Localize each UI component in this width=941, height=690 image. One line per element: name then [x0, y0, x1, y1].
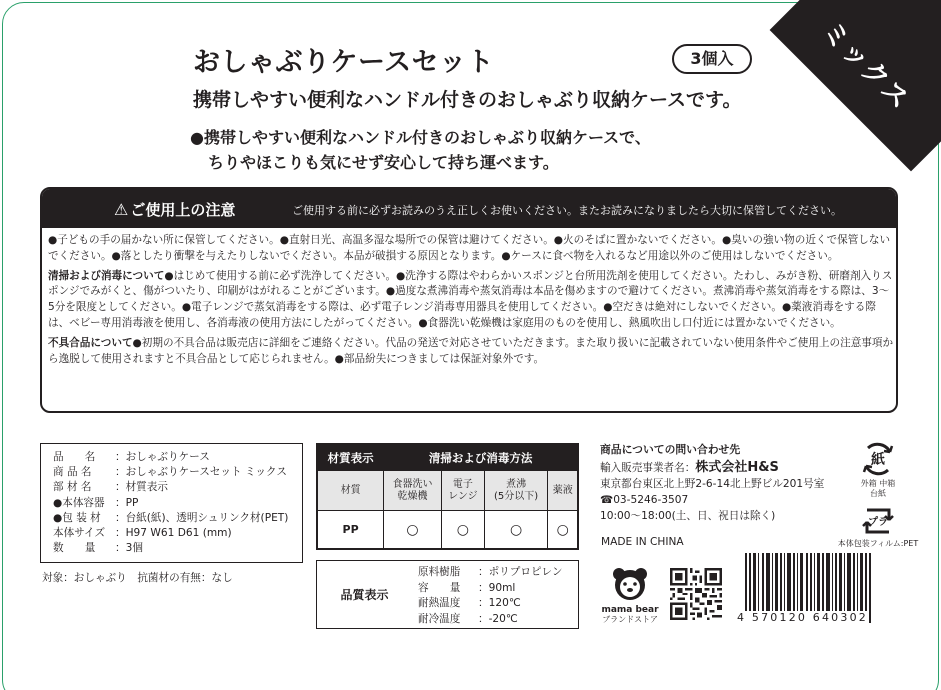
col-boiling-l1: 煮沸: [506, 478, 527, 490]
caution-box: [40, 187, 898, 413]
caution-defects: [48, 336, 894, 368]
qr-code[interactable]: [670, 568, 722, 620]
cleaning-text: ●はじめて使用する前に必ず洗浄してください。●洗浄する際はやわらかいスポンジと台所用洗剤を使用してください。たわし、みがき粉、研磨剤入りスポンジでみがくと、傷がついたり、印刷がはがれることがございます。●過度な煮沸消毒や蒸気消毒は本品を傷めますので避けてください。煮沸消毒や蒸気消毒をする際は、3～5分を限度としてください。●電子レンジで蒸気消毒をする際は、必ず電子レンジ消毒専用器具を使用してください。●空だきは絶対にしないでください。●薬液消毒をする際は、ベビー専用消毒液を使用し、各消毒液の使用方法にしたがってください。●食器洗い乾燥機は家庭用のものを使用し、熱風吹出し口付近には置かないでください。: [48, 269, 893, 329]
ok-mark: ○: [484, 511, 548, 549]
quantity-badge: 3個入: [672, 44, 752, 74]
col-dishwasher-l1: 食器洗い: [392, 478, 433, 490]
col-chemical: 薬液: [548, 471, 578, 511]
brand-subtitle: ブランドストア: [602, 615, 658, 624]
quality-value: ：90ml: [478, 581, 516, 594]
quality-key: 容 量: [418, 581, 461, 594]
spec-row: [53, 465, 302, 480]
quality-box: [316, 560, 579, 629]
row-material: PP: [318, 511, 384, 549]
quality-row: [418, 565, 562, 581]
col-dishwasher-l2: 乾燥機: [397, 490, 428, 502]
paper-mark-line2: 台紙: [870, 489, 886, 498]
col-boiling: [484, 471, 548, 511]
inquiry-heading: 商品についての問い合わせ先: [600, 443, 741, 456]
spec-value: ：おしゃぶりケース: [115, 451, 210, 463]
col-boiling-l2: (5分以下): [494, 490, 539, 502]
address: 東京都台東区北上野2-6-14北上野ビル201号室: [600, 478, 825, 490]
spec-row: [53, 541, 302, 556]
business-hours: 10:00～18:00(土、日、祝日は除く): [600, 510, 776, 522]
paper-mark-line1: 外箱 中箱: [860, 479, 896, 488]
caution-header: [42, 189, 896, 228]
spec-box: [40, 443, 303, 563]
spec-key: 商 品 名: [53, 466, 92, 479]
corner-label: ミックス: [815, 15, 916, 116]
quality-value: ：120℃: [478, 597, 521, 609]
quality-value: ：-20℃: [478, 612, 518, 625]
inquiry-block: [600, 442, 824, 524]
spec-row: [53, 511, 302, 526]
spec-value: ：材質表示: [115, 481, 168, 494]
spec-key: ●包 装 材: [53, 511, 101, 524]
spec-row: [53, 450, 302, 465]
spec-row: [53, 496, 302, 511]
col-microwave-l1: 電子: [452, 478, 473, 490]
cleaning-heading: 清掃および消毒について: [48, 269, 165, 282]
ok-mark: ○: [441, 511, 484, 549]
method-header: 清掃および消毒方法: [384, 445, 578, 471]
barcode-number: 4 570120 640302: [737, 611, 868, 624]
material-header: 材質表示: [318, 445, 384, 471]
paper-recycle-mark: [848, 442, 908, 499]
brand-logo: [600, 565, 660, 625]
caution-cleaning: [48, 269, 894, 332]
spec-key: 品 名: [53, 451, 96, 463]
plastic-mark-text: プラ: [868, 517, 888, 528]
quality-row: [418, 612, 562, 628]
col-microwave: [441, 471, 484, 511]
quality-key: 耐冷温度: [418, 612, 461, 625]
spec-value: ：H97 W61 D61 (mm): [115, 527, 232, 540]
target-line: 対象：おしゃぶり 抗菌材の有無：なし: [42, 572, 233, 584]
spec-key: ●本体容器: [53, 496, 105, 509]
quality-label: 品質表示: [340, 588, 389, 602]
feature-line-2: ちりやほこりも気にせず安心して持ち運べます。: [208, 153, 559, 172]
spec-key: 数 量: [53, 542, 96, 555]
plastic-mark-caption: 本体包装フィルム:PET: [837, 539, 919, 548]
bear-icon: [610, 565, 650, 601]
plastic-recycle-icon: [861, 506, 895, 536]
warning-triangle-icon: ⚠: [114, 200, 129, 219]
importer-label: 輸入販売事業者名：: [600, 462, 696, 474]
caution-title: [114, 199, 235, 220]
product-title: おしゃぶりケースセット: [193, 47, 495, 78]
made-in: MADE IN CHINA: [601, 536, 684, 548]
ok-mark: ○: [384, 511, 442, 549]
paper-mark-text: 紙: [871, 452, 885, 468]
caution-title-text: ご使用上の注意: [130, 201, 236, 219]
spec-value: ：おしゃぶりケースセット ミックス: [115, 466, 288, 479]
quality-row: [418, 581, 562, 597]
spec-key: 部 材 名: [53, 481, 92, 494]
col-dishwasher: [384, 471, 442, 511]
paper-recycle-icon: [860, 442, 896, 476]
quality-value: ：ポリプロピレン: [478, 566, 563, 578]
quality-row: [418, 596, 562, 612]
caution-general: ●子どもの手の届かない所に保管してください。●直射日光、高温多湿な場所での保管は避けてください。●火のそばに置かないでください。●臭いの強い物の近くで保管しないでください。●落としたり衝撃を与えたりしないでください。本品が破損する原因となります。●ケースに食べ物を入れるなど用途以外のご使用はしないでください。: [48, 234, 891, 262]
spec-value: ：台紙(紙)、透明シュリンク材(PET): [115, 511, 289, 524]
importer-line: [600, 460, 824, 476]
spec-value: ：3個: [115, 542, 143, 555]
ok-mark: ○: [548, 511, 578, 549]
quality-rows: [418, 565, 562, 627]
product-subtitle: 携帯しやすい便利なハンドル付きのおしゃぶり収納ケースです。: [193, 89, 742, 111]
plastic-recycle-mark: [828, 506, 928, 549]
col-material: 材質: [318, 471, 384, 511]
col-microwave-l2: レンジ: [448, 490, 478, 502]
defects-text: ●初期の不具合品は販売店に詳細をご連絡ください。代品の発送で対応させていただきます。また取り扱いに記載されていない使用条件やご使用上の注意事項から逸脱して使用されますと不具合品として応じられません。●部品紛失につきましては保証対象外です。: [48, 336, 894, 365]
care-table: [316, 443, 579, 550]
spec-key: 本体サイズ: [53, 527, 106, 540]
feature-line-1: ●携帯しやすい便利なハンドル付きのおしゃぶり収納ケースで、: [190, 128, 651, 147]
defects-heading: 不具合品について: [48, 336, 133, 349]
spec-row: [53, 480, 302, 495]
brand-name: mama bear: [601, 605, 659, 615]
quality-key: 原料樹脂: [418, 566, 461, 578]
spec-value: ：PP: [115, 496, 139, 509]
caution-intro: ご使用する前に必ずお読みのうえ正しくお使いください。またお読みになりましたら大切に保管してください。: [292, 204, 842, 217]
caution-body: [48, 233, 894, 371]
phone: ☎03-5246-3507: [600, 494, 689, 506]
company-name: 株式会社H&S: [695, 460, 779, 475]
spec-row: [53, 526, 302, 541]
quality-key: 耐熱温度: [418, 597, 461, 609]
